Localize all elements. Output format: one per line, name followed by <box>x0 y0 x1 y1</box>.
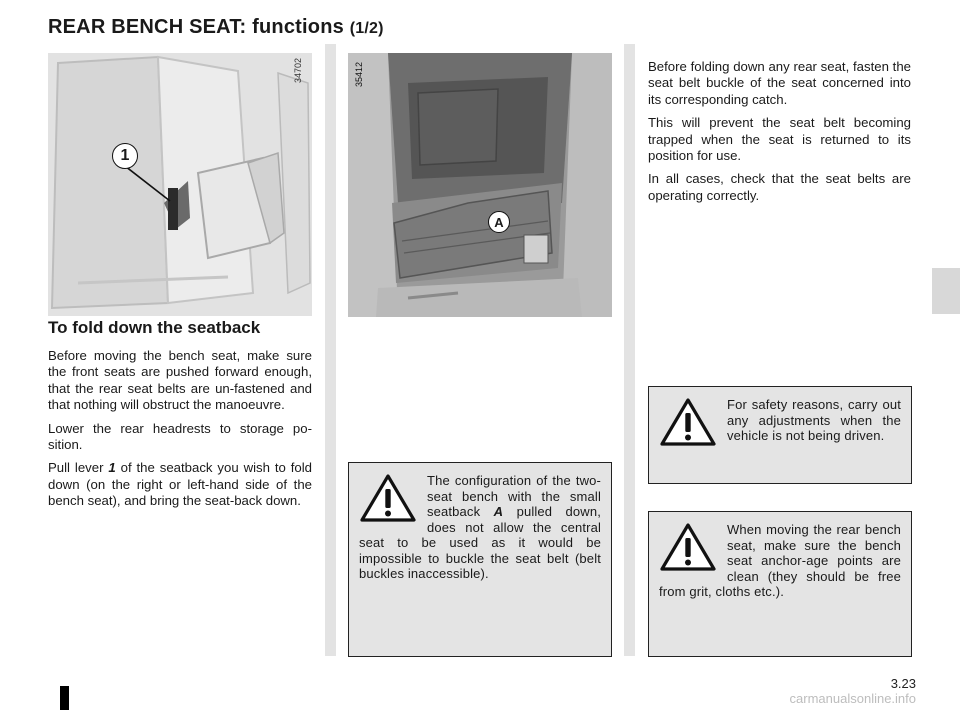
warning-triangle-icon <box>659 522 717 572</box>
belt-instruction-1: Before folding down any rear seat, fasten the seat belt buckle of the seat concerned into its corresponding catch. <box>648 59 911 107</box>
fold-instruction-1: Before moving the bench seat, make sure the front seats are pushed forward enough, that the rear seat belts are un-fastened and that nothing will obstruct the manoeuvre. <box>48 348 312 413</box>
photo-ref-code: 35412 <box>354 61 364 87</box>
bench-seat-illustration <box>348 53 612 317</box>
warning-text-end: pulled down, does not allow the central seat to be used as it would be impossible to buckle the seat belt (belt buckles inaccessible). <box>359 504 601 581</box>
warning-text-safety: For safety reasons, carry out any adjustments when the vehicle is not being driven. <box>727 397 901 443</box>
belt-instruction-2: This will prevent the seat belt becoming trapped when the seat is returned to its position for use. <box>648 115 911 164</box>
page-number: 3.23 <box>890 676 916 691</box>
column-divider-left <box>325 44 336 656</box>
instruction-3-start: Pull lever <box>48 460 109 476</box>
column-divider-right <box>624 44 635 656</box>
section-tab <box>932 268 960 314</box>
warning-triangle-icon <box>359 473 417 523</box>
right-text-column <box>648 59 911 211</box>
left-text-column <box>48 348 312 517</box>
callout-a-icon <box>488 211 510 233</box>
fold-instruction-3 <box>48 460 312 509</box>
callout-1-label: 1 <box>120 147 130 164</box>
footer-marker <box>60 686 69 710</box>
callout-1-icon <box>112 143 138 169</box>
photo-ref-code: 34702 <box>293 57 303 83</box>
lever-number: 1 <box>108 460 116 476</box>
warning-text-anchorage: When moving the rear bench seat, make sure the bench seat anchor-age points are clean (they should be free from grit, cloths etc.). <box>659 522 901 599</box>
watermark: carmanualsonline.info <box>789 691 916 706</box>
seatback-ref: A <box>493 504 504 519</box>
warning-text-start: The configuration of the two-seat bench with the small seatback <box>427 473 601 519</box>
fold-instruction-2: Lower the rear headrests to storage po-sition. <box>48 420 312 453</box>
warning-box-configuration <box>348 462 612 657</box>
belt-instruction-3: In all cases, check that the seat belts are operating correctly. <box>648 171 911 203</box>
callout-a-label: A <box>494 214 504 230</box>
warning-box-safety <box>648 386 912 484</box>
warning-box-anchorage <box>648 511 912 657</box>
instruction-3-end: of the seatback you wish to fold down (on the right or left-hand side of the bench seat), and bring the seat-back down. <box>48 460 312 509</box>
bench-seat-photo <box>348 53 612 317</box>
page-title-part: (1/2) <box>349 20 384 37</box>
warning-triangle-icon <box>659 397 717 447</box>
lever-photo <box>48 53 312 316</box>
page-title <box>48 16 384 39</box>
lever-illustration <box>48 53 312 316</box>
page-title-text: REAR BENCH SEAT: functions <box>48 16 344 38</box>
section-subheading: To fold down the seatback <box>48 318 261 337</box>
